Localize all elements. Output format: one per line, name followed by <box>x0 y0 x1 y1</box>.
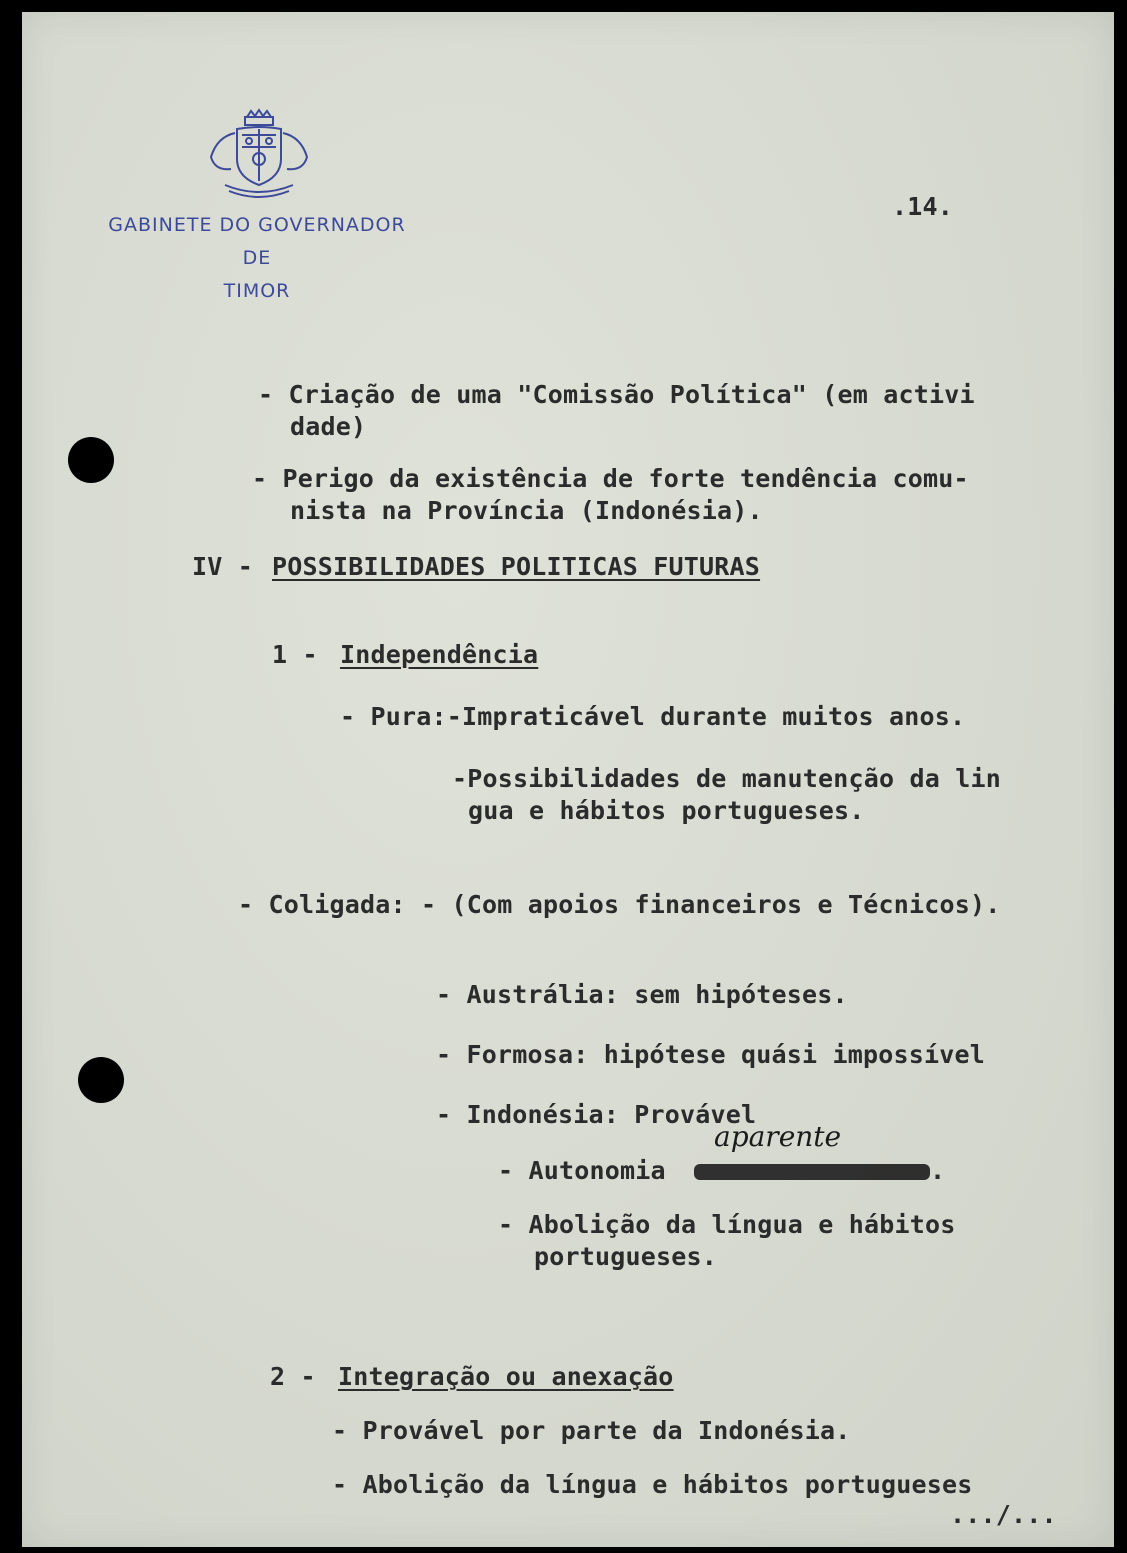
autonomia-suffix: . <box>930 1156 946 1185</box>
abolicao-a-line-2: portugueses. <box>534 1242 718 1271</box>
coat-of-arms-icon <box>197 107 317 203</box>
provavel-line: - Provável por parte da Indonésia. <box>332 1416 851 1445</box>
subsection-1-number: 1 - <box>272 640 318 669</box>
comissao-line-1: - Criação de uma "Comissão Política" (em activi <box>258 380 975 409</box>
pura-line-3: gua e hábitos portugueses. <box>468 796 865 825</box>
coligada-line: - Coligada: - (Com apoios financeiros e Técnicos). <box>238 890 1001 919</box>
subsection-2-number: 2 - <box>270 1362 316 1391</box>
punch-hole-top <box>68 437 114 483</box>
comissao-line-2: dade) <box>290 412 367 441</box>
letterhead-line-2: DE <box>242 247 272 269</box>
continued-marker: .../... <box>950 1500 1057 1529</box>
subsection-2-title: Integração ou anexação <box>338 1362 674 1391</box>
indonesia-line: - Indonésia: Provável <box>436 1100 757 1129</box>
section-iv-number: IV - <box>192 552 254 581</box>
autonomia-prefix: - Autonomia <box>498 1156 666 1185</box>
subsection-1-title: Independência <box>340 640 539 669</box>
pura-line-1: - Pura:-Impraticável durante muitos anos. <box>340 702 966 731</box>
abolicao-b-line: - Abolição da língua e hábitos portugueses <box>332 1470 973 1499</box>
page-number: .14. <box>892 192 954 221</box>
letterhead-line-3: TIMOR <box>223 280 291 302</box>
perigo-line-1: - Perigo da existência de forte tendência comu- <box>252 464 969 493</box>
perigo-line-2: nista na Província (Indonésia). <box>290 496 763 525</box>
letterhead <box>82 107 432 308</box>
document-page <box>22 12 1114 1547</box>
australia-line: - Austrália: sem hipóteses. <box>436 980 848 1009</box>
pura-line-2: -Possibilidades de manutenção da lin <box>452 764 1002 793</box>
handwritten-correction: aparente <box>714 1120 842 1153</box>
struck-out-word <box>694 1164 930 1180</box>
abolicao-a-line-1: - Abolição da língua e hábitos <box>498 1210 956 1239</box>
punch-hole-bottom <box>78 1057 124 1103</box>
letterhead-line-1: GABINETE DO GOVERNADOR <box>108 214 406 236</box>
formosa-line: - Formosa: hipótese quási impossível <box>436 1040 986 1069</box>
section-iv-title: POSSIBILIDADES POLITICAS FUTURAS <box>272 552 761 581</box>
